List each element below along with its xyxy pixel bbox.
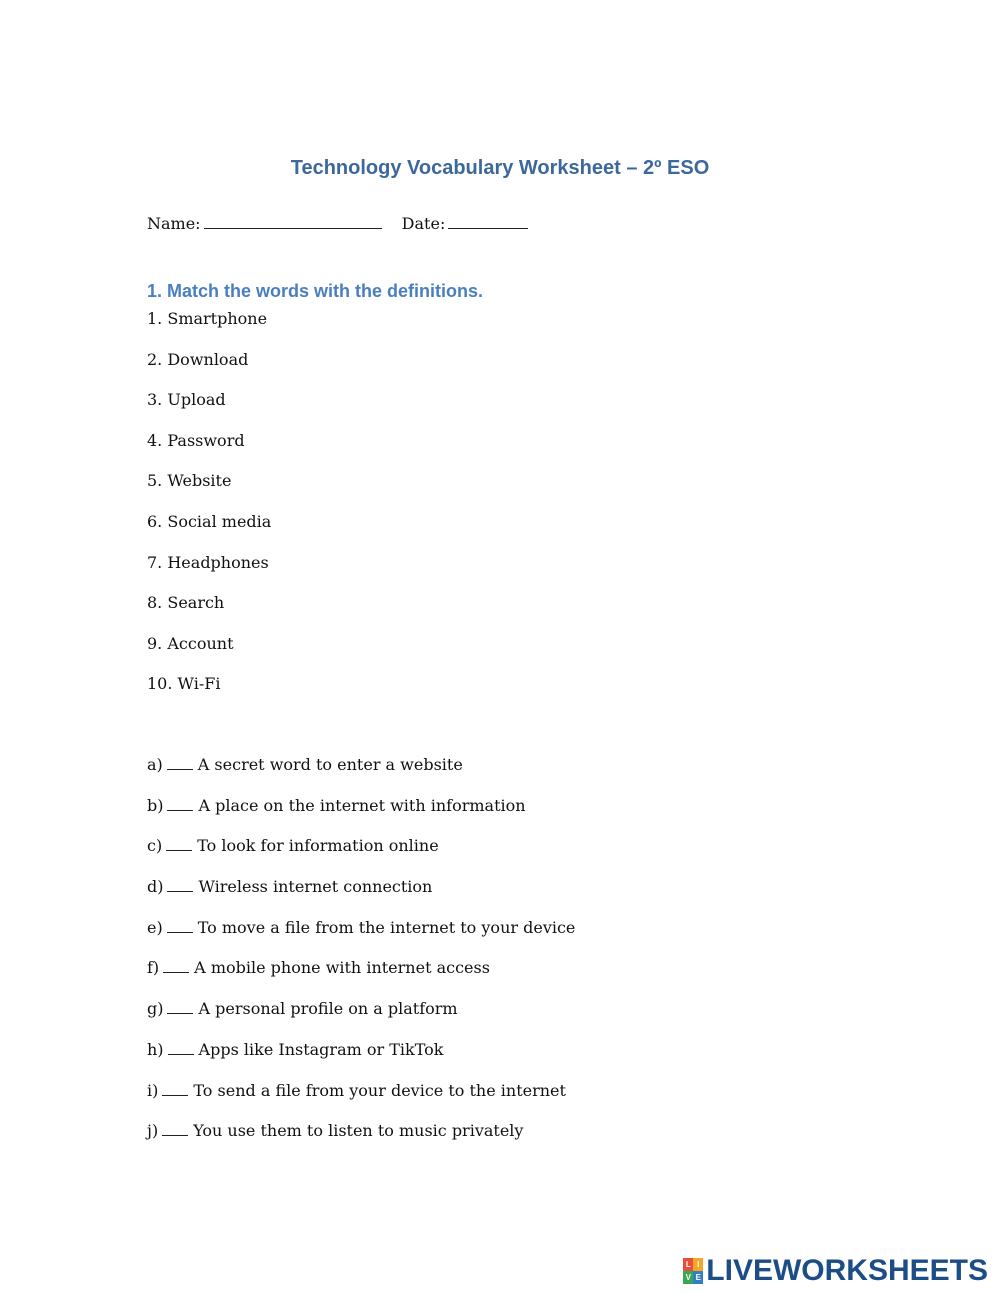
definition-text: To send a file from your device to the internet xyxy=(193,1080,566,1100)
definition-text: Wireless internet connection xyxy=(198,877,433,897)
answer-blank[interactable] xyxy=(167,755,193,770)
answer-blank[interactable] xyxy=(167,918,193,933)
definition-text: A secret word to enter a website xyxy=(197,755,463,774)
answer-blank[interactable] xyxy=(166,836,192,851)
definition-item xyxy=(147,1081,575,1122)
definition-text: To look for information online xyxy=(197,836,439,856)
definition-letter: f) xyxy=(147,958,160,978)
definition-item xyxy=(147,836,575,877)
definition-text: Apps like Instagram or TikTok xyxy=(198,1039,444,1059)
definition-letter: h) xyxy=(147,1039,164,1059)
definition-item xyxy=(147,796,575,837)
word-item: 3. Upload xyxy=(147,390,226,410)
word-item: 4. Password xyxy=(147,430,245,450)
badge-letter: I xyxy=(693,1258,703,1271)
definition-item xyxy=(147,958,575,999)
definition-item xyxy=(147,999,575,1040)
definition-text: You use them to listen to music privately xyxy=(193,1121,524,1141)
definition-text: A place on the internet with information xyxy=(198,795,526,815)
answer-blank[interactable] xyxy=(167,999,193,1014)
definition-letter: c) xyxy=(147,836,163,856)
definition-letter: j) xyxy=(147,1121,159,1141)
answer-blank[interactable] xyxy=(168,1040,194,1055)
word-item: 9. Account xyxy=(147,633,234,653)
word-list xyxy=(147,309,271,715)
name-date-line xyxy=(147,214,528,233)
definition-item xyxy=(147,1121,575,1162)
definition-item xyxy=(147,918,575,959)
word-item: 2. Download xyxy=(147,349,249,369)
logo-text: LIVEWORKSHEETS xyxy=(706,1254,988,1287)
definition-letter: g) xyxy=(147,999,164,1019)
definition-item xyxy=(147,1040,575,1081)
badge-letter: E xyxy=(693,1271,703,1284)
badge-letter: V xyxy=(683,1271,693,1284)
page-title: Technology Vocabulary Worksheet – 2º ESO xyxy=(290,157,710,179)
liveworksheets-logo xyxy=(683,1254,988,1288)
definition-letter: i) xyxy=(147,1080,159,1100)
name-label: Name: xyxy=(147,214,201,233)
definition-letter: a) xyxy=(147,755,163,774)
answer-blank[interactable] xyxy=(162,1121,188,1136)
live-badge-icon xyxy=(683,1258,703,1284)
word-item: 7. Headphones xyxy=(147,552,269,572)
name-field[interactable] xyxy=(204,214,382,229)
definition-list xyxy=(147,755,575,1162)
badge-letter: L xyxy=(683,1258,693,1271)
word-item: 1. Smartphone xyxy=(147,309,268,328)
word-item: 10. Wi-Fi xyxy=(147,674,221,694)
definition-text: A mobile phone with internet access xyxy=(194,958,490,978)
answer-blank[interactable] xyxy=(162,1081,188,1096)
section-heading: 1. Match the words with the definitions. xyxy=(147,281,484,301)
word-item: 8. Search xyxy=(147,593,225,613)
answer-blank[interactable] xyxy=(167,796,193,811)
date-field[interactable] xyxy=(448,214,528,229)
definition-text: A personal profile on a platform xyxy=(198,999,458,1019)
definition-letter: e) xyxy=(147,917,163,937)
definition-text: To move a file from the internet to your device xyxy=(197,917,576,937)
answer-blank[interactable] xyxy=(163,958,189,973)
definition-letter: b) xyxy=(147,795,164,815)
word-item: 6. Social media xyxy=(147,511,272,531)
definition-letter: d) xyxy=(147,877,164,897)
date-label: Date: xyxy=(401,214,446,233)
word-item: 5. Website xyxy=(147,471,232,491)
definition-item xyxy=(147,877,575,918)
answer-blank[interactable] xyxy=(167,877,193,892)
definition-item xyxy=(147,755,575,796)
